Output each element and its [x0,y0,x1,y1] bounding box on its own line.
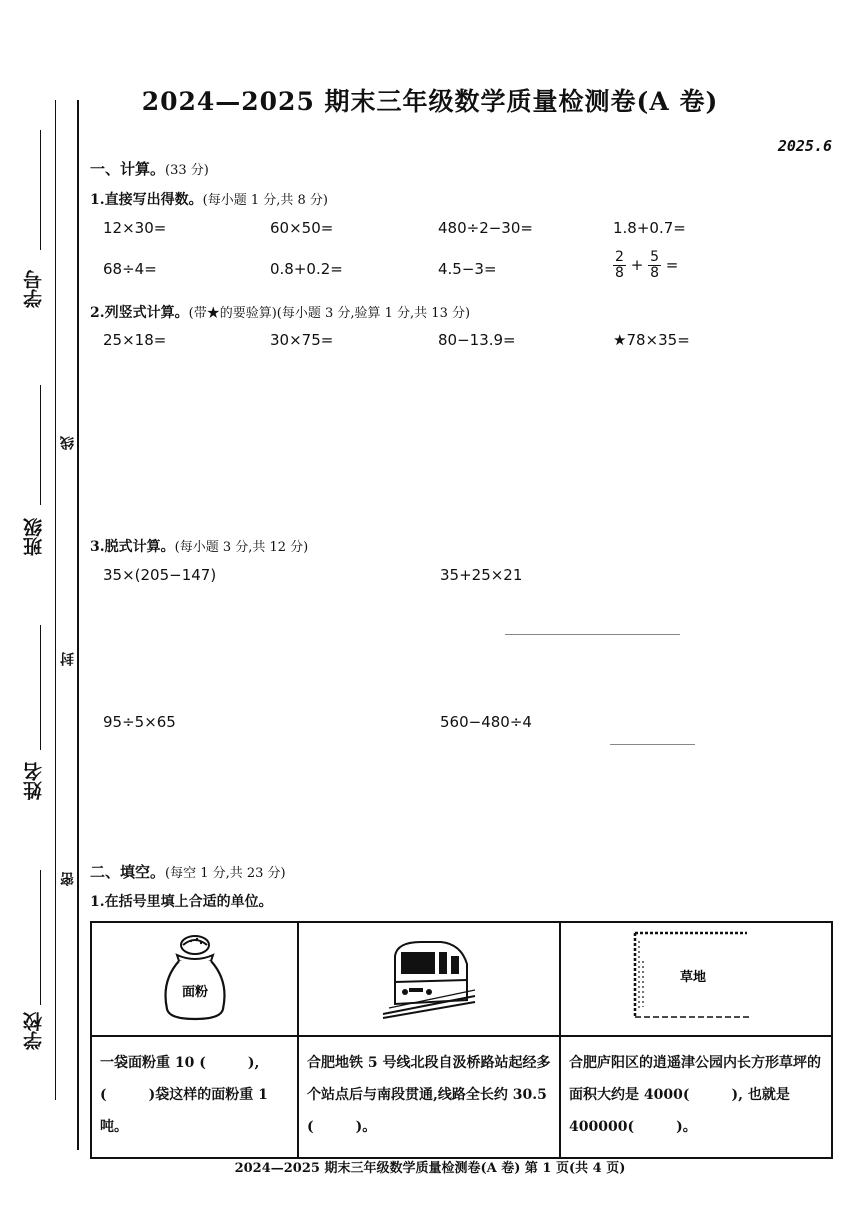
student-id-label: 学号 [23,270,45,308]
q3-points: (每小题 3 分,共 12 分) [174,540,309,555]
lawn-question: 合肥庐阳区的逍遥津公园内长方形草坪的面积大约是 4000( ), 也就是 400000( )。 [560,1036,832,1158]
q2-item: 25×18= [103,331,167,349]
fraction-a: $\frac{2}{8}$ [615,249,624,281]
seal-seal-char: 封 [60,652,76,666]
q2-item: 30×75= [270,331,334,349]
section1-points: (33 分) [165,163,209,178]
q3-heading [90,536,308,556]
units-table [90,921,833,1159]
q3-title: 3.脱式计算。 [90,539,175,555]
seal-secret-char: 密 [60,872,76,886]
class-line [40,385,41,505]
plus-sign: + [630,256,644,274]
q2-heading [90,302,470,322]
q1-item: 480÷2−30= [438,219,533,237]
margin-line-outer [77,100,79,1150]
flour-question: 一袋面粉重 10 ( ), ( )袋这样的面粉重 1 吨。 [91,1036,298,1158]
q2-title: 2.列竖式计算。 [90,305,189,321]
lawn-picture [631,931,761,1023]
q1-item: 12×30= [103,219,167,237]
q1-heading [90,189,328,209]
exam-date: 2025.6 [777,137,832,155]
q1-title: 1.直接写出得数。 [90,192,203,208]
section1-heading [90,158,209,179]
q2-item: 80−13.9= [438,331,516,349]
section2-points: (每空 1 分,共 23 分) [165,866,286,881]
equals-sign: = [665,256,679,274]
scan-artifact-line [610,744,695,745]
q3-item: 35×(205−147) [103,566,217,584]
fraction-b: $\frac{5}{8}$ [650,249,659,281]
scan-artifact-line [505,634,680,635]
flour-label: 面粉 [181,985,208,1000]
school-line [40,870,41,1005]
q1-item: 60×50= [270,219,334,237]
flour-image-cell [91,922,298,1036]
q3-item: 560−480÷4 [440,713,532,731]
margin-line-inner [55,100,56,1100]
q2-item: ★78×35= [613,331,690,349]
train-image-cell [298,922,560,1036]
q1-fraction-item [613,250,678,281]
q1-item: 1.8+0.7= [613,219,686,237]
school-label: 学校 [23,1012,45,1050]
student-id-line [40,130,41,250]
q3-item: 35+25×21 [440,566,523,584]
q1-points: (每小题 1 分,共 8 分) [202,193,328,208]
metro-question: 合肥地铁 5 号线北段自汲桥路站起经多个站点后与南段贯通,线路全长约 30.5 ( )。 [298,1036,560,1158]
q3-item: 95÷5×65 [103,713,176,731]
section2-heading [90,861,286,882]
q2-points: (带★的要验算)(每小题 3 分,验算 1 分,共 13 分) [188,306,471,321]
s2-q1-heading: 1.在括号里填上合适的单位。 [90,894,273,910]
page-footer: 2024—2025 期末三年级数学质量检测卷(A 卷) 第 1 页(共 4 页) [234,1161,626,1176]
q1-item: 4.5−3= [438,260,497,278]
section1-title: 一、计算。 [90,160,166,178]
q1-item: 68÷4= [103,260,157,278]
lawn-label: 草地 [679,970,707,985]
page-title: 2024—2025 期末三年级数学质量检测卷(A 卷) [141,87,719,116]
name-label: 姓名 [23,762,45,800]
grass-image-cell [560,922,832,1036]
section2-title: 二、填空。 [90,863,166,881]
name-line [40,625,41,750]
metro-train-icon [381,934,477,1020]
q1-item: 0.8+0.2= [270,260,343,278]
flour-bag-icon [155,931,235,1023]
class-label: 班级 [23,518,45,556]
seal-line-char: 线 [60,436,76,450]
